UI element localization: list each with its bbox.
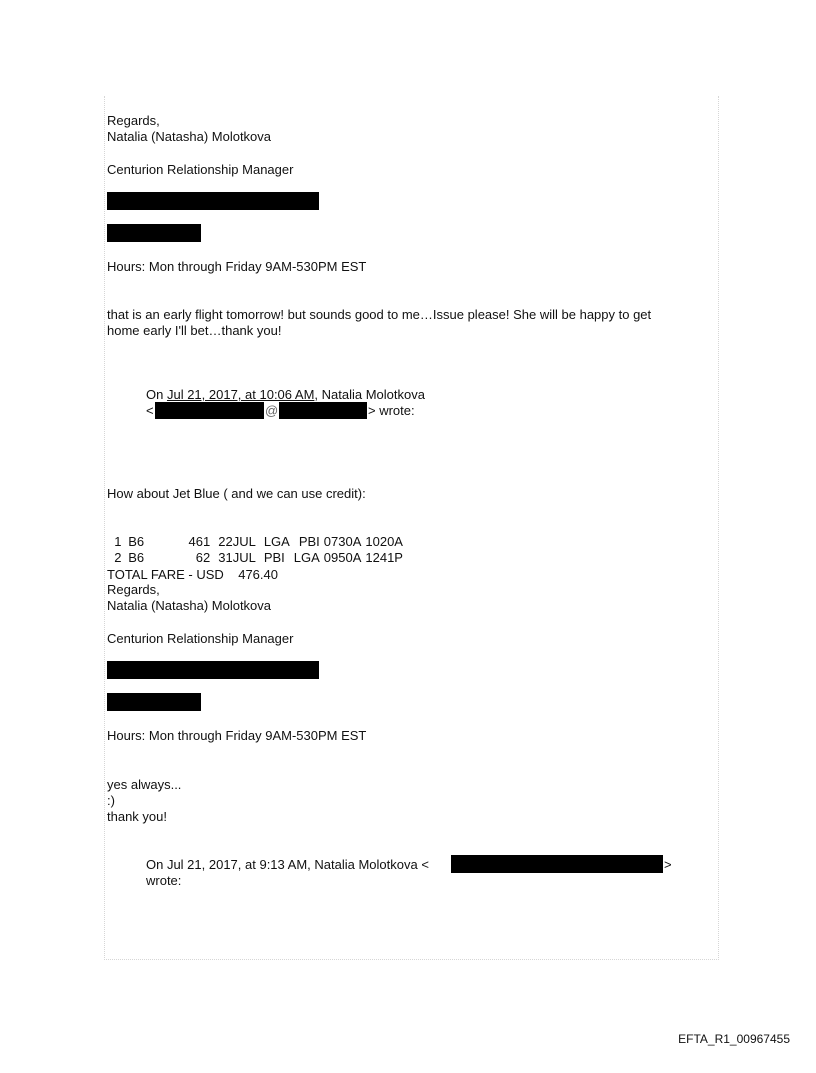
signature-regards: Regards,: [107, 582, 160, 597]
flight-date: 22JUL: [218, 534, 256, 549]
flight-dep: 0730A: [323, 534, 362, 549]
quote-sep: ,: [314, 387, 322, 402]
flight-from: LGA: [263, 534, 290, 549]
redaction-box: [107, 224, 201, 242]
flight-to: LGA: [293, 550, 320, 565]
flight-airline: B6: [128, 534, 145, 549]
reply-text: :): [107, 793, 115, 808]
flight-row: [107, 534, 403, 566]
signature-title: Centurion Relationship Manager: [107, 162, 294, 177]
total-fare: TOTAL FARE - USD 476.40: [107, 567, 278, 582]
quote-date-link[interactable]: Jul 21, 2017, at 10:06 AM: [166, 387, 315, 402]
flight-date: 31JUL: [218, 550, 256, 565]
redaction-box: [451, 855, 663, 873]
quote-open-bracket: <: [146, 403, 154, 418]
document-id: EFTA_R1_00967455: [678, 1032, 790, 1046]
redaction-box: [107, 693, 201, 711]
redaction-box: [279, 402, 367, 419]
signature-title: Centurion Relationship Manager: [107, 631, 294, 646]
quote-sender: Natalia Molotkova: [321, 387, 425, 402]
reply-text: home early I'll bet…thank you!: [107, 323, 282, 338]
email-at-sign: @: [265, 403, 279, 418]
quote-header: On Jul 21, 2017, at 9:13 AM, Natalia Molotkova <: [146, 857, 429, 872]
quote-wrote: wrote:: [146, 873, 182, 888]
flight-airline: B6: [128, 550, 145, 565]
flight-arr: 1241P: [365, 550, 403, 565]
flight-num: 1: [114, 534, 122, 549]
quote-header: [146, 387, 425, 403]
reply-text: thank you!: [107, 809, 167, 824]
quote-close-bracket: >: [664, 857, 672, 872]
signature-name: Natalia (Natasha) Molotkova: [107, 598, 272, 613]
signature-hours: Hours: Mon through Friday 9AM-530PM EST: [107, 728, 367, 743]
quote-wrote: > wrote:: [368, 403, 415, 418]
offer-intro: How about Jet Blue ( and we can use credit):: [107, 486, 366, 501]
flight-num: 2: [114, 550, 122, 565]
flight-to: PBI: [298, 534, 320, 549]
signature-hours: Hours: Mon through Friday 9AM-530PM EST: [107, 259, 367, 274]
flight-dep: 0950A: [323, 550, 362, 565]
flight-number: 461: [188, 534, 211, 549]
redaction-box: [107, 661, 319, 679]
signature-regards: Regards,: [107, 113, 160, 128]
flight-from: PBI: [263, 550, 285, 565]
flight-number: 62: [195, 550, 211, 565]
flight-arr: 1020A: [365, 534, 403, 549]
quote-prefix: On: [146, 387, 167, 402]
signature-name: Natalia (Natasha) Molotkova: [107, 129, 272, 144]
reply-text: yes always...: [107, 777, 182, 792]
redaction-box: [107, 192, 319, 210]
redaction-box: [155, 402, 264, 419]
reply-text: that is an early flight tomorrow! but sounds good to me…Issue please! She will be happy to get: [107, 307, 652, 322]
